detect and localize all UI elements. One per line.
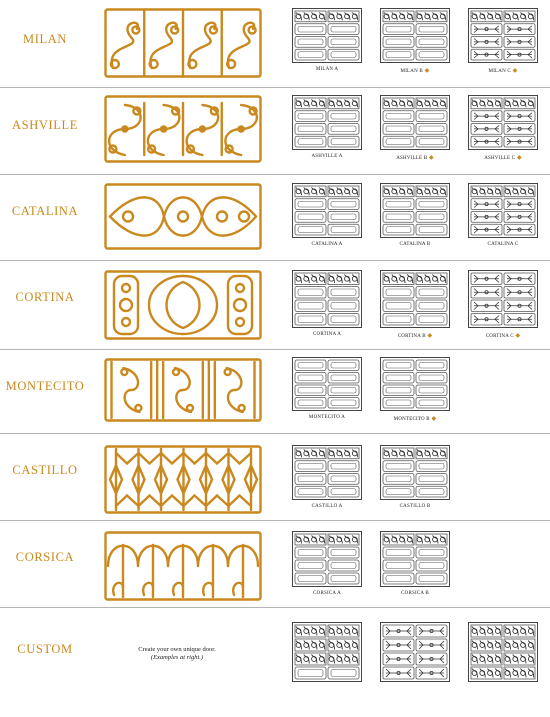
motif-drawing	[104, 358, 262, 422]
door-option[interactable]	[380, 531, 450, 587]
motif-drawing	[104, 270, 262, 340]
garage-door-drawing	[468, 270, 538, 328]
garage-door-drawing	[468, 622, 538, 682]
door-caption	[371, 154, 459, 161]
door-caption-text: CORTINA A	[312, 332, 342, 337]
motif-drawing	[104, 445, 262, 514]
door-caption	[371, 415, 459, 422]
door-option[interactable]	[468, 183, 538, 238]
door-caption	[283, 154, 371, 159]
garage-door-drawing	[292, 622, 362, 682]
custom-description	[112, 646, 242, 662]
motif-drawing	[104, 8, 262, 78]
door-caption	[283, 332, 371, 337]
iron-motif-panels	[104, 358, 262, 422]
garage-door-drawing	[292, 8, 362, 63]
accent-dot-icon: ◆	[513, 333, 521, 339]
door-caption-text: MILAN B	[400, 69, 423, 74]
design-name: CASTILLO	[12, 463, 78, 477]
door-caption	[459, 154, 547, 161]
door-option[interactable]	[292, 183, 362, 238]
motif-drawing	[104, 531, 262, 601]
design-row-corsica	[0, 521, 550, 608]
accent-dot-icon: ◆	[429, 416, 437, 422]
door-option[interactable]	[292, 8, 362, 63]
garage-door-drawing	[292, 270, 362, 328]
door-option[interactable]	[292, 270, 362, 328]
garage-door-drawing	[380, 95, 450, 150]
accent-dot-icon: ◆	[515, 155, 522, 161]
garage-door-drawing	[380, 8, 450, 63]
door-option[interactable]	[468, 622, 538, 682]
door-caption-text: MONTECITO A	[308, 415, 346, 420]
door-caption	[459, 332, 547, 339]
door-caption	[459, 242, 547, 247]
garage-door-drawing	[292, 445, 362, 500]
door-option[interactable]	[380, 270, 450, 328]
door-option[interactable]	[468, 8, 538, 63]
garage-door-drawing	[380, 445, 450, 500]
design-row-custom	[0, 608, 550, 717]
door-caption	[283, 415, 371, 420]
door-option[interactable]	[380, 357, 450, 411]
garage-door-drawing	[468, 183, 538, 238]
garage-door-drawing	[380, 531, 450, 587]
motif-drawing	[104, 95, 262, 163]
garage-door-drawing	[380, 622, 450, 682]
iron-motif-medallion	[104, 270, 262, 340]
design-name: CORSICA	[15, 550, 75, 564]
door-caption-text: CASTILLO B	[399, 504, 431, 509]
door-option[interactable]	[380, 95, 450, 150]
garage-door-drawing	[292, 95, 362, 150]
door-caption	[371, 67, 459, 74]
garage-door-drawing	[468, 8, 538, 63]
door-option[interactable]	[380, 183, 450, 238]
door-option[interactable]	[292, 95, 362, 150]
design-row-catalina	[0, 175, 550, 261]
garage-door-drawing	[292, 357, 362, 411]
design-name: CORTINA	[15, 290, 75, 304]
door-option[interactable]	[380, 8, 450, 63]
design-row-ashville	[0, 88, 550, 175]
design-row-cortina	[0, 261, 550, 350]
iron-motif-scroll-loop	[104, 95, 262, 163]
door-caption-text: CORSICA B	[401, 591, 429, 596]
custom-subline: (Examples at right.)	[150, 654, 204, 661]
door-option[interactable]	[292, 622, 362, 682]
door-caption-text: MONTECITO B	[393, 417, 430, 422]
design-name: CUSTOM	[17, 642, 73, 656]
door-caption-text: CORTINA C	[485, 334, 514, 339]
door-option[interactable]	[292, 531, 362, 587]
door-caption	[459, 67, 547, 74]
iron-motif-pickets	[104, 445, 262, 514]
door-caption	[371, 242, 459, 247]
design-name: MILAN	[23, 32, 67, 46]
door-option[interactable]	[380, 445, 450, 500]
door-caption-text: ASHVILLE C	[484, 156, 516, 161]
door-caption-text: CATALINA B	[399, 242, 431, 247]
design-name: ASHVILLE	[12, 118, 78, 132]
door-option[interactable]	[292, 445, 362, 500]
door-caption-text: ASHVILLE A	[311, 154, 343, 159]
iron-motif-arches	[104, 531, 262, 601]
garage-door-drawing	[380, 357, 450, 411]
door-caption-text: CORSICA A	[313, 591, 341, 596]
garage-door-drawing	[468, 95, 538, 150]
door-option[interactable]	[468, 270, 538, 328]
door-option[interactable]	[468, 95, 538, 150]
door-caption	[371, 591, 459, 596]
door-caption-text: MILAN C	[488, 69, 511, 74]
door-caption	[283, 504, 371, 509]
door-caption-text: CATALINA C	[487, 242, 519, 247]
garage-door-drawing	[292, 531, 362, 587]
design-row-castillo	[0, 434, 550, 521]
accent-dot-icon: ◆	[422, 68, 430, 74]
design-row-milan	[0, 0, 550, 88]
iron-motif-scroll-wave	[104, 183, 262, 250]
accent-dot-icon: ◆	[425, 333, 433, 339]
door-caption	[283, 242, 371, 247]
design-row-montecito	[0, 350, 550, 434]
accent-dot-icon: ◆	[427, 155, 434, 161]
door-caption	[283, 67, 371, 72]
door-caption-text: MILAN A	[315, 67, 339, 72]
motif-drawing	[104, 183, 262, 250]
door-caption	[371, 332, 459, 339]
door-caption-text: ASHVILLE B	[396, 156, 428, 161]
design-name: CATALINA	[11, 204, 79, 218]
iron-motif-scroll-s	[104, 8, 262, 78]
garage-door-drawing	[292, 183, 362, 238]
garage-door-drawing	[380, 183, 450, 238]
door-caption-text: CASTILLO A	[311, 504, 343, 509]
door-caption-text: CATALINA A	[311, 242, 343, 247]
garage-door-drawing	[380, 270, 450, 328]
design-name: MONTECITO	[5, 379, 85, 393]
custom-line: Create your own unique door.	[138, 646, 216, 653]
door-caption	[371, 504, 459, 509]
accent-dot-icon: ◆	[510, 68, 518, 74]
door-option[interactable]	[292, 357, 362, 411]
door-caption-text: CORTINA B	[397, 334, 426, 339]
door-caption	[283, 591, 371, 596]
door-option[interactable]	[380, 622, 450, 682]
